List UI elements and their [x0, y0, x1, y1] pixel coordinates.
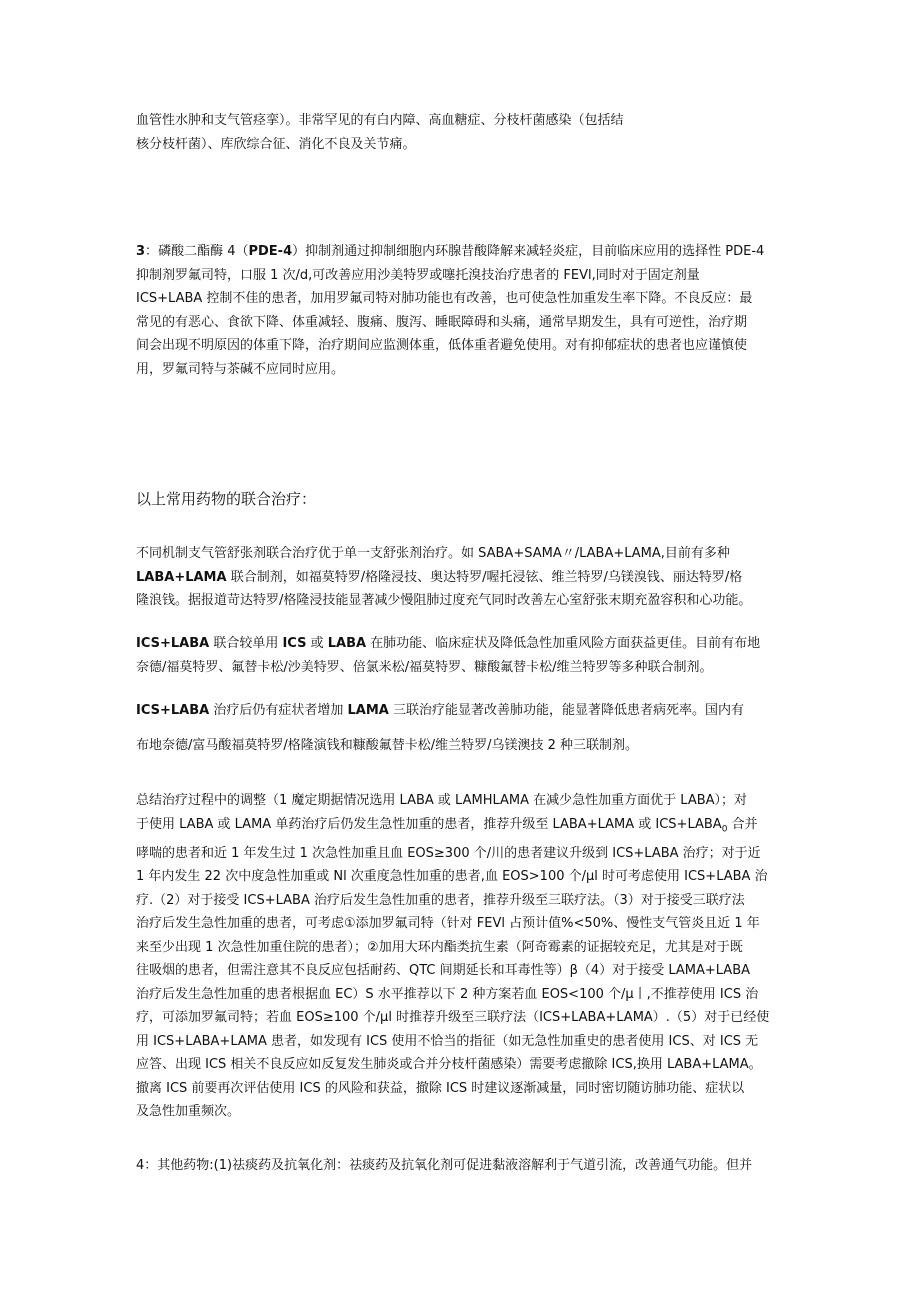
text-line: 总结治疗过程中的调整（1 魔定期据情况选用 LABA 或 LAMHLAMA 在减少急性加重方面优于 LABA）；对 [136, 793, 748, 808]
paragraph-side-effects-end [136, 109, 786, 156]
text-line: 疗.（2）对于接受 ICS+LABA 治疗后发生急性加重的患者，推荐升级至三联疗法。（3）对于接受三联疗法 [136, 892, 745, 908]
text-line: 常见的有恶心、食欲下降、体重减轻、腹痛、腹泻、睡眠障碍和头痛，通常早期发生，具有可逆性，治疗期 [136, 314, 748, 330]
text-line: 奈德/福莫特罗、氟替卡松/沙美特罗、倍氯米松/福莫特罗、糠酸氟替卡松/维兰特罗等多种联合制剂。 [136, 659, 713, 675]
text-line: 来至少出现 1 次急性加重住院的患者）；②加用大环内酯类抗生素（阿奇霉素的证据较充足，尤其是对于既 [136, 939, 743, 955]
text-line: ICS+LABA 联合较单用 ICS 或 LABA 在肺功能、临床症状及降低急性加重风险方面获益更佳。目前有布地 [136, 636, 761, 651]
text-line: 及急性加重频次。 [136, 1104, 241, 1120]
text-line: 间会出现不明原因的体重下降，治疗期间应监测体重，低体重者避免使用。对有抑郁症状的患者也应谨慎使 [136, 338, 748, 353]
text-line: 用 ICS+LABA+LAMA 患者，如发现有 ICS 使用不恰当的指征（如无急性加重史的患者使用 ICS、对 ICS 无 [136, 1033, 759, 1049]
text-line: LABA+LAMA 联合制剂，如福莫特罗/格隆浸技、奥达特罗/喔托浸铉、维兰特罗/乌镁溴钱、丽达特罗/格 [136, 569, 743, 585]
paragraph-pde4-inhibitors [136, 240, 786, 381]
text-line: 用，罗氟司特与茶碱不应同时应用。 [136, 361, 345, 377]
paragraph-triple-therapy [136, 699, 786, 723]
text-line: 应答、出现 ICS 相关不良反应如反复发生肺炎或合并分枝杆菌感染）需要考虑撤除 ICS,换用 LABA+LAMA。 [136, 1057, 762, 1073]
text-line: ICS+LABA 控制不佳的患者，加用罗氟司特对肺功能也有改善，也可使急性加重发生率下降。不良反应：最 [136, 291, 753, 306]
section-heading-combination-therapy: 以上常用药物的联合治疗： [136, 490, 317, 508]
text-line: 隆浪钱。据报道苛达特罗/格隆浸技能显著减少慢阻肺过度充气同时改善左心室舒张末期充盈容积和心功能。 [136, 593, 752, 608]
text-line: 1 年内发生 22 次中度急性加重或 Nl 次重度急性加重的患者,血 EOS>100 个/μl 时可考虑使用 ICS+LABA 治 [136, 869, 768, 885]
text-line: 撤离 ICS 前要再次评估使用 ICS 的风险和获益，撤除 ICS 时建议逐渐减量，同时密切随访肺功能、症状以 [136, 1080, 745, 1096]
paragraph-bronchodilator-combination [136, 542, 786, 613]
text-line: 抑制剂罗氟司特，口服 1 次/d,可改善应用沙美特罗或噻托溴技治疗患者的 FEVl,同时对于固定剂量 [136, 267, 700, 283]
text-line: ICS+LABA 治疗后仍有症状者增加 LAMA 三联治疗能显著改善肺功能，能显著降低患者病死率。国内有 [136, 703, 744, 718]
text-line: 血管性水肿和支气管痉挛）。非常罕见的有白内障、高血糖症、分枝杆菌感染（包括结 [136, 113, 624, 128]
text-line: 哮喘的患者和近 1 年发生过 1 次急性加重且血 EOS≥300 个/川的患者建议升级到 ICS+LABA 治疗；对于近 [136, 845, 761, 861]
paragraph-ics-laba [136, 632, 786, 679]
text-line: 疗，可添加罗氟司特；若血 EOS≥100 个/μl 时推荐升级至三联疗法（ICS+LABA+LAMA）.（5）对于已经使 [136, 1010, 770, 1026]
text-line: 4：其他药物:(1)祛痰药及抗氧化剂：祛痰药及抗氧化剂可促进黏液溶解利于气道引流，改善通气功能。但并 [136, 1158, 753, 1173]
text-line: 治疗后发生急性加重的患者根据血 EC）S 水平推荐以下 2 种方案若血 EOS<100 个/μ丨,不推荐使用 ICS 治 [136, 986, 759, 1002]
text-line: 不同机制支气管舒张剂联合治疗优于单一支舒张剂治疗。如 SABA+SAMA〃/LABA+LAMA,目前有多种 [136, 546, 730, 561]
text-line: 布地奈德/富马酸福莫特罗/格隆演钱和糠酸氟替卡松/维兰特罗/乌镁澳技 2 种三联制剂。 [136, 738, 639, 753]
text-line: 核分枝杆菌）、库欣综合征、消化不良及关节痛。 [136, 136, 416, 152]
text-line: 3：磷酸二酯酶 4（PDE-4）抑制剂通过抑制细胞内环腺昔酸降解来减轻炎症，目前临床应用的选择性 PDE-4 [136, 244, 765, 259]
paragraph-treatment-adjustment-summary [136, 789, 786, 1124]
section-number: 3 [136, 244, 146, 259]
paragraph-other-drugs [136, 1154, 786, 1178]
text-line: 往吸烟的患者，但需注意其不良反应包括耐药、QTC 间期延长和耳毒性等）β（4）对于接受 LAMA+LABA [136, 963, 751, 979]
section-title: 磷酸二酯酶 4（PDE-4）抑制剂 [158, 244, 345, 259]
text-line: 治疗后发生急性加重的患者，可考虑①添加罗氟司特（针对 FEVl 占预计值%<50%、慢性支气管炎且近 1 年 [136, 916, 760, 932]
text-line: 于使用 LABA 或 LAMA 单药治疗后仍发生急性加重的患者，推荐升级至 LABA+LAMA 或 $ICS+LABA_0$ 合并 [136, 816, 758, 835]
paragraph-triple-preparations [136, 734, 786, 758]
